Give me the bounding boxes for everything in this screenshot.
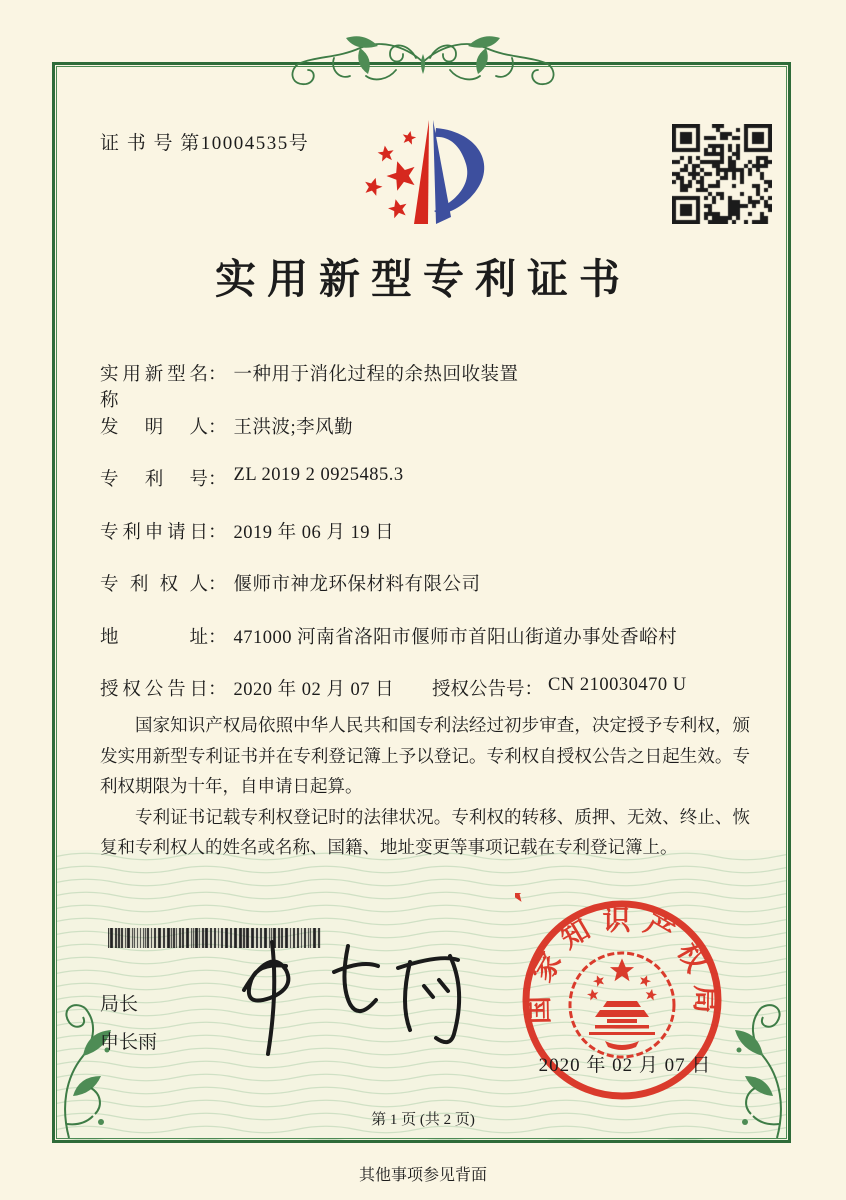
field-value: 王洪波;李风勤 <box>233 417 354 438</box>
field-value: CN 210030470 U <box>548 675 687 695</box>
legal-statement <box>100 710 750 863</box>
field-value: 2019 年 06 月 19 日 <box>233 522 395 543</box>
page-number: 第 1 页 (共 2 页) <box>371 1112 475 1128</box>
field-value: 471000 河南省洛阳市偃师市首阳山街道办事处香峪村 <box>233 627 678 648</box>
field-value: 偃师市神龙环保材料有限公司 <box>233 575 481 595</box>
field-label: 地址 <box>100 627 208 648</box>
director-signature <box>222 928 472 1060</box>
field-value: 2020 年 02 月 07 日 <box>233 680 395 700</box>
back-note: 其他事项参见背面 <box>358 1167 487 1184</box>
legal-paragraph-2: 专利证书记载专利权登记时的法律状况。专利权的转移、质押、无效、终止、恢复和专利权人的姓名或名称、国籍、地址变更等事项记载在专利登记簿上。 <box>100 806 750 857</box>
field-label: 授权公告号 <box>432 680 525 700</box>
top-flourish-ornament-icon <box>268 24 578 102</box>
field-label: 授权公告日 <box>100 680 208 700</box>
legal-paragraph-1: 国家知识产权局依照中华人民共和国专利法经过初步审查，决定授予专利权，颁发实用新型专利证书并在专利登记簿上予以登记。专利权自授权公告之日起生效。专利权期限为十年，自申请日起算。 <box>100 715 750 796</box>
certificate-title: 实用新型专利证书 <box>215 256 631 302</box>
field-row-name: 实用新型名称： 一种用于消化过程的余热回收装置 <box>100 360 750 413</box>
qr-code <box>672 124 772 224</box>
field-row-address: 地址： 471000 河南省洛阳市偃师市首阳山街道办事处香峪村 <box>100 623 750 676</box>
field-label: 发明人 <box>100 417 208 438</box>
field-label: 专利权人 <box>100 575 208 595</box>
field-row-patent-no: 专利号： ZL 2019 2 0925485.3 <box>100 465 404 490</box>
field-value: ZL 2019 2 0925485.3 <box>233 465 404 485</box>
certificate-number: 证 书 号 第10004535号 <box>100 133 310 154</box>
field-row-filing-date: 专利申请日： 2019 年 06 月 19 日 <box>100 518 750 571</box>
field-label: 专利号 <box>100 470 208 490</box>
grant-number-pair: 授权公告号： CN 210030470 U <box>432 675 687 700</box>
field-label: 专利申请日 <box>100 522 208 543</box>
seal-ring-text: 国家知识产权局 <box>523 905 721 1025</box>
field-row-patentee: 专利权人： 偃师市神龙环保材料有限公司 <box>100 570 750 623</box>
seal-date: 2020 年 02 月 07 日 <box>538 1055 712 1076</box>
field-value: 一种用于消化过程的余热回收装置 <box>233 365 519 385</box>
director-title: 局长 <box>100 994 139 1015</box>
director-name: 申长雨 <box>100 1032 158 1053</box>
field-row-grant: 授权公告日： 2020 年 02 月 07 日 授权公告号： CN 210030470 U <box>100 675 687 700</box>
director-block <box>100 986 157 1062</box>
cnipa-logo-icon <box>350 110 500 238</box>
field-list <box>100 360 750 728</box>
field-label: 实用新型名称 <box>100 365 208 411</box>
field-row-inventor: 发明人： 王洪波;李风勤 <box>100 413 750 466</box>
